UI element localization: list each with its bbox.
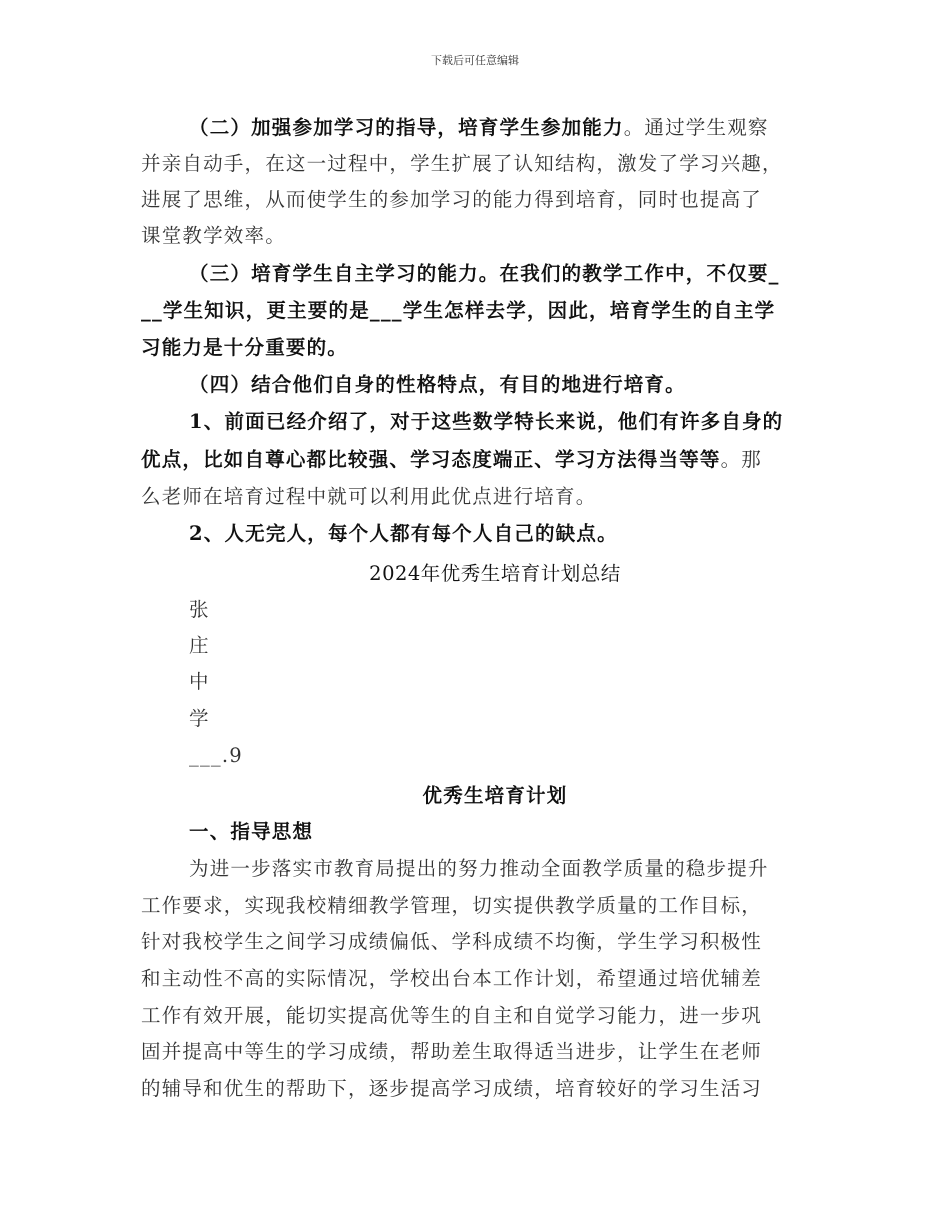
item1-normal-text: 。那 xyxy=(720,448,763,471)
item1-line1: 1、前面已经介绍了，对于这些数学特长来说，他们有许多自身的 xyxy=(189,410,784,433)
school-char-3: 中 xyxy=(189,670,210,693)
item1-line3: 么老师在培育过程中就可以利用此优点进行培育。 xyxy=(141,485,597,508)
section2-text: 。通过学生观察 xyxy=(623,116,769,139)
school-char-4: 学 xyxy=(189,707,210,730)
section3-line1: （三）培育学生自主学习的能力。在我们的教学工作中，不仅要_ xyxy=(189,262,780,285)
page-header: 下载后可任意编辑 xyxy=(431,54,519,67)
section2-line2: 并亲自动手，在这一过程中，学生扩展了认知结构，激发了学习兴趣， xyxy=(141,152,783,175)
body-line7: 的辅导和优生的帮助下，逐步提高学习成绩，培育较好的学习生活习 xyxy=(141,1077,763,1100)
section3-line2: __学生知识，更主要的是___学生怎样去学，因此，培育学生的自主学 xyxy=(141,299,776,322)
section2-line4: 课堂教学效率。 xyxy=(141,224,286,247)
body-line3: 针对我校学生之间学习成绩偏低、学科成绩不均衡，学生学习积极性 xyxy=(141,930,763,953)
section2-line3: 进展了思维，从而使学生的参加学习的能力得到培育，同时也提高了 xyxy=(141,188,763,211)
body-line6: 固并提高中等生的学习成绩，帮助差生取得适当进步，让学生在老师 xyxy=(141,1040,763,1063)
body-line2: 工作要求，实现我校精细教学管理，切实提供教学质量的工作目标， xyxy=(141,894,763,917)
item1-bold-text: 优点，比如自尊心都比较强、学习态度端正、学习方法得当等等 xyxy=(141,448,721,471)
item2-line1: 2、人无完人，每个人都有每个人自己的缺点。 xyxy=(189,522,618,545)
document-title: 2024年优秀生培育计划总结 xyxy=(369,562,621,585)
heading-guiding-ideology: 一、指导思想 xyxy=(189,820,314,843)
section3-line3: 习能力是十分重要的。 xyxy=(141,336,349,359)
body-line4: 和主动性不高的实际情况，学校出台本工作计划，希望通过培优辅差 xyxy=(141,967,763,990)
body-line1: 为进一步落实市教育局提出的努力推动全面教学质量的稳步提升 xyxy=(189,857,769,880)
school-char-1: 张 xyxy=(189,598,210,621)
school-char-2: 庄 xyxy=(189,634,210,657)
section2-line1 xyxy=(189,116,769,140)
item1-line2 xyxy=(141,448,762,472)
subtitle: 优秀生培育计划 xyxy=(422,784,568,807)
section4-line1: （四）结合他们自身的性格特点，有目的地进行培育。 xyxy=(189,373,686,396)
date-line: ___.9 xyxy=(189,744,243,767)
section2-heading: （二）加强参加学习的指导，培育学生参加能力 xyxy=(189,116,624,139)
body-line5: 工作有效开展，能切实提高优等生的自主和自觉学习能力，进一步巩 xyxy=(141,1004,763,1027)
